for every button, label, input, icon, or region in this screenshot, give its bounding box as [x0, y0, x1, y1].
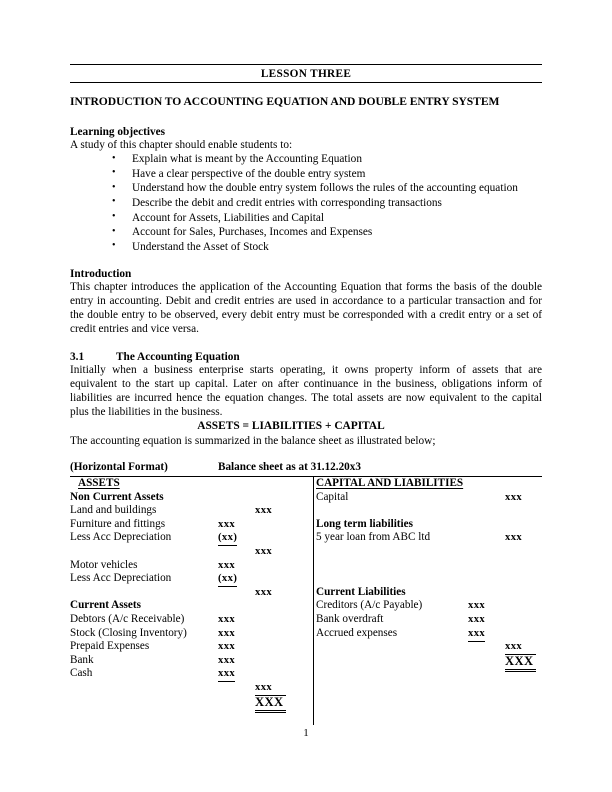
balance-sheet-row: [70, 599, 313, 613]
capital-column-header: CAPITAL AND LIABILITIES: [316, 477, 464, 489]
row-inner-amount: xxx: [218, 641, 236, 653]
section-heading-text: The Accounting Equation: [116, 351, 240, 363]
row-outer-amount: xxx: [505, 491, 523, 503]
row-label: Motor vehicles: [70, 558, 138, 571]
row-label: Less Acc Depreciation: [70, 531, 172, 544]
objectives-list: [70, 152, 542, 254]
row-inner-amount: xxx: [468, 627, 485, 642]
balance-sheet-row: [70, 504, 313, 518]
balance-sheet-capital-column: [316, 477, 559, 725]
assets-rows: [70, 491, 313, 695]
row-outer-amount: xxx: [255, 586, 273, 598]
row-outer-amount: xxx: [255, 681, 272, 696]
row-label: Long term liabilities: [316, 517, 413, 530]
objective-item: • Describe the debit and credit entries with corresponding transactions: [112, 196, 542, 211]
row-label: Current Liabilities: [316, 585, 406, 598]
row-inner-amount: xxx: [218, 559, 236, 571]
balance-sheet-row: [70, 681, 313, 695]
balance-sheet-row: [70, 586, 313, 600]
header-rule-bottom: [70, 82, 542, 83]
section-3-1-heading: [70, 351, 542, 363]
introduction-paragraph: This chapter introduces the application of the Accounting Equation that forms the basis of the double entry in accounting. Debit and credit entries are used in accordance to a particular transaction and for the double entry to be observed, every debit entry must be corresponded with a credit entry or a set of credit entries and vice versa.: [70, 281, 542, 336]
balance-sheet-row: [316, 545, 559, 559]
section-number: 3.1: [70, 351, 85, 363]
row-inner-amount: (xx): [218, 572, 237, 587]
row-label: Bank: [70, 653, 94, 666]
objective-item: • Account for Sales, Purchases, Incomes and Expenses: [112, 225, 542, 240]
row-label: Stock (Closing Inventory): [70, 626, 187, 639]
balance-sheet-row: [316, 491, 559, 505]
row-inner-amount: xxx: [218, 627, 236, 639]
balance-sheet-row: [70, 627, 313, 641]
lesson-header: [70, 64, 542, 83]
balance-sheet-row: [316, 640, 559, 654]
row-label: Accrued expenses: [316, 626, 398, 639]
page-number: 1: [303, 727, 309, 739]
row-inner-amount: xxx: [218, 654, 236, 666]
accounting-equation: ASSETS = LIABILITIES + CAPITAL: [197, 420, 385, 433]
row-outer-amount: xxx: [255, 545, 273, 557]
objective-item: • Account for Assets, Liabilities and Capital: [112, 211, 542, 226]
introduction-section: [70, 268, 542, 336]
balance-sheet-title: Balance sheet as at 31.12.20x3: [218, 461, 361, 473]
row-label: Capital: [316, 490, 349, 503]
balance-sheet-row: [70, 667, 313, 681]
row-label: Current Assets: [70, 599, 141, 612]
objective-item: • Explain what is meant by the Accounting Equation: [112, 152, 542, 167]
balance-sheet-row: [316, 599, 559, 613]
balance-sheet-row: [70, 613, 313, 627]
row-inner-amount: xxx: [218, 667, 235, 682]
balance-sheet-row: [70, 640, 313, 654]
assets-total: XXX: [255, 695, 286, 713]
row-outer-amount: xxx: [505, 532, 523, 544]
row-inner-amount: xxx: [468, 613, 486, 625]
row-label: Furniture and fittings: [70, 517, 166, 530]
row-label: Creditors (A/c Payable): [316, 599, 423, 612]
balance-sheet: [70, 461, 542, 725]
balance-sheet-row: [70, 531, 313, 545]
row-label: Less Acc Depreciation: [70, 572, 172, 585]
balance-sheet-row: [316, 627, 559, 641]
balance-sheet-row: [70, 654, 313, 668]
row-inner-amount: xxx: [218, 613, 236, 625]
balance-sheet-row: [316, 518, 559, 532]
balance-sheet-row: [70, 559, 313, 573]
assets-column-header: ASSETS: [78, 477, 120, 489]
row-label: 5 year loan from ABC ltd: [316, 531, 431, 544]
row-label: Land and buildings: [70, 504, 157, 517]
row-label: Bank overdraft: [316, 612, 384, 625]
capital-total: XXX: [505, 654, 536, 672]
page-title: INTRODUCTION TO ACCOUNTING EQUATION AND DOUBLE ENTRY SYSTEM: [70, 95, 500, 108]
row-outer-amount: xxx: [505, 641, 523, 653]
lesson-title: LESSON THREE: [260, 67, 352, 80]
introduction-heading: Introduction: [70, 268, 132, 280]
objectives-heading: Learning objectives: [70, 126, 166, 138]
row-label: Cash: [70, 667, 93, 680]
balance-sheet-row: [316, 586, 559, 600]
balance-sheet-assets-column: [70, 477, 313, 725]
balance-sheet-row: [70, 572, 313, 586]
capital-total-row: [316, 654, 559, 668]
row-outer-amount: xxx: [255, 505, 273, 517]
balance-sheet-caption: [70, 461, 542, 475]
balance-sheet-row: [70, 545, 313, 559]
assets-column-header-row: [70, 477, 313, 491]
learning-objectives-section: [70, 126, 542, 254]
row-inner-amount: xxx: [218, 518, 236, 530]
balance-sheet-row: [316, 559, 559, 573]
balance-sheet-row: [70, 518, 313, 532]
assets-total-row: [70, 695, 313, 709]
document-page: [70, 0, 542, 792]
balance-sheet-row: [316, 613, 559, 627]
objectives-lead: A study of this chapter should enable students to:: [70, 139, 293, 151]
objective-item: • Understand the Asset of Stock: [112, 240, 542, 255]
capital-rows: [316, 491, 559, 654]
row-label: Non Current Assets: [70, 490, 164, 503]
balance-sheet-row: [316, 531, 559, 545]
section-3-1-paragraph: Initially when a business enterprise starts operating, it owns property inform of assets that are equivalent to the start up capital. Later on after continuance in the business, obligations inform of liabilities are incurred hence the equation changes. The total assets are now equivalent to the capital plus the liabilities in the business.: [70, 364, 542, 419]
objective-item: • Understand how the double entry system follows the rules of the accounting equation: [112, 181, 542, 196]
balance-sheet-row: [316, 572, 559, 586]
section-3-1: [70, 351, 542, 448]
capital-column-header-row: [316, 477, 559, 491]
balance-sheet-format-label: (Horizontal Format): [70, 461, 168, 473]
balance-sheet-divider: [313, 477, 314, 725]
row-label: Debtors (A/c Receivable): [70, 612, 185, 625]
balance-sheet-body: [70, 477, 542, 725]
balance-sheet-row: [70, 491, 313, 505]
balance-sheet-row: [316, 504, 559, 518]
row-inner-amount: (xx): [218, 531, 237, 546]
row-inner-amount: xxx: [468, 600, 486, 612]
row-label: Prepaid Expenses: [70, 640, 150, 653]
objective-item: • Have a clear perspective of the double entry system: [112, 167, 542, 182]
section-3-1-closing: The accounting equation is summarized in the balance sheet as illustrated below;: [70, 435, 436, 448]
